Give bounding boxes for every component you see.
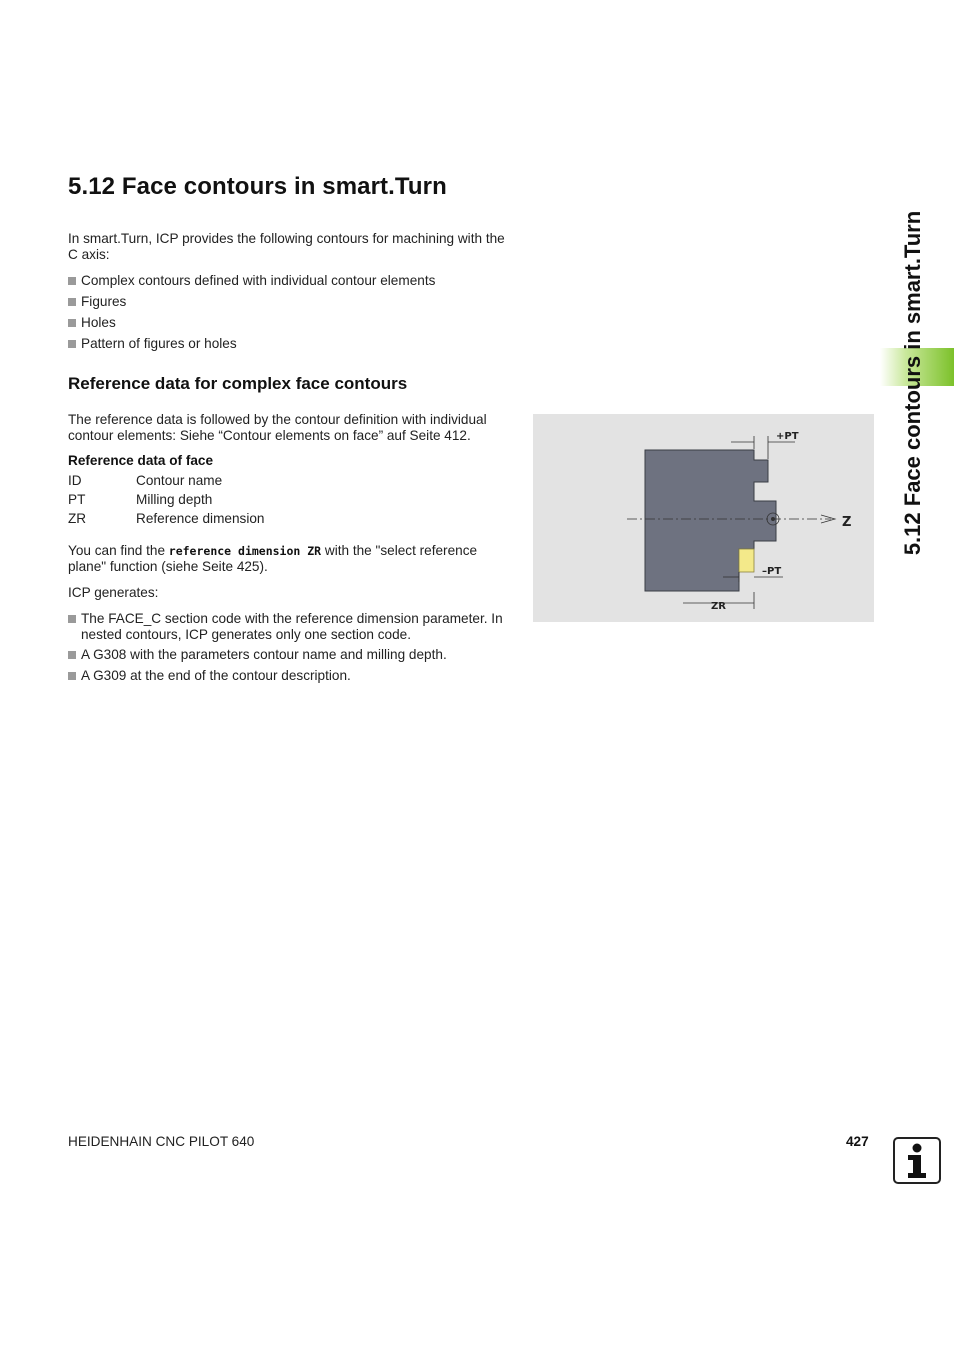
reference-intro-paragraph: The reference data is followed by the contour definition with individual contour elements: Siehe “Contour elements on face” auf Seite 412. — [68, 412, 487, 443]
info-icon — [893, 1137, 941, 1184]
bullet-icon — [68, 277, 76, 285]
list-item: A G309 at the end of the contour description. — [68, 668, 526, 684]
chapter-side-title: 5.12 Face contours in smart.Turn — [900, 210, 925, 555]
milling-highlight — [739, 549, 754, 572]
bullet-icon — [68, 340, 76, 348]
reference-table-title: Reference data of face — [68, 453, 214, 468]
section-heading: Reference data for complex face contours — [68, 374, 408, 393]
icp-generates-label: ICP generates: — [68, 585, 159, 600]
bullet-icon — [68, 319, 76, 327]
label-z-axis: Z — [842, 515, 852, 530]
code-reference-dimension: reference dimension ZR — [168, 544, 322, 558]
list-item: Holes — [68, 315, 526, 331]
intro-paragraph: In smart.Turn, ICP provides the following contours for machining with the C axis: — [68, 231, 505, 262]
list-item: Figures — [68, 294, 526, 310]
bullet-icon — [68, 672, 76, 680]
bullet-icon — [68, 298, 76, 306]
page-number: 427 — [846, 1134, 869, 1149]
find-reference-paragraph: You can find the reference dimension ZR with the "select reference plane" function (siehe Seite 425). — [68, 543, 478, 574]
bullet-icon — [68, 615, 76, 623]
list-item: The FACE_C section code with the reference dimension parameter. In nested contours, ICP generates only one section code. — [68, 611, 526, 643]
face-contour-figure — [533, 414, 874, 622]
list-item: Pattern of figures or holes — [68, 336, 526, 352]
page-title: 5.12 Face contours in smart.Turn — [68, 173, 447, 200]
label-zr: ZR — [711, 601, 726, 612]
footer-product: HEIDENHAIN CNC PILOT 640 — [68, 1134, 255, 1149]
label-plus-pt: +PT — [776, 431, 799, 442]
bullet-icon — [68, 651, 76, 659]
list-item: Complex contours defined with individual contour elements — [68, 273, 526, 289]
label-minus-pt: –PT — [762, 566, 782, 577]
list-item: A G308 with the parameters contour name and milling depth. — [68, 647, 526, 663]
